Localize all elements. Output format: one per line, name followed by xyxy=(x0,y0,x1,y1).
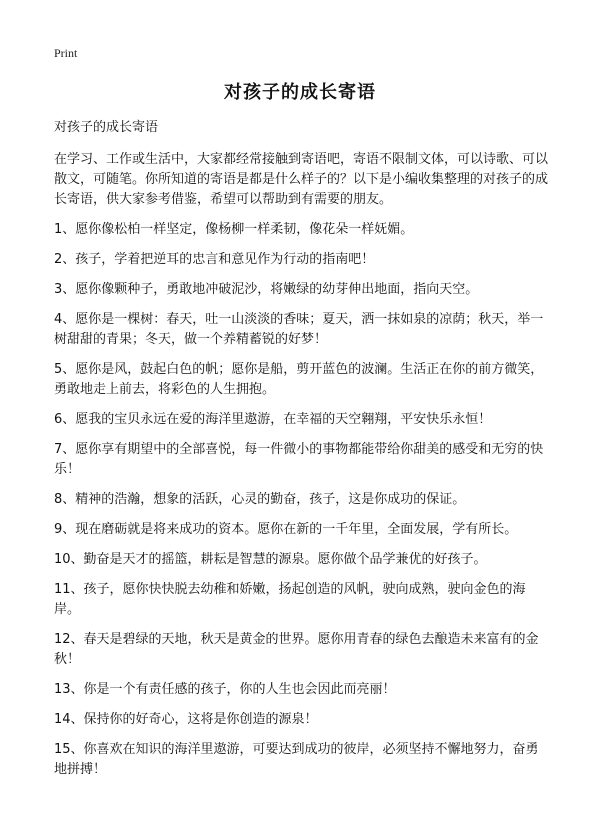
list-item: 11、孩子，愿你快快脱去幼稚和娇嫩，扬起创造的风帆，驶向成熟，驶向金色的海岸。 xyxy=(54,582,526,617)
list-item: 6、愿我的宝贝永远在爱的海洋里遨游，在幸福的天空翱翔，平安快乐永恒！ xyxy=(54,412,492,427)
list-item: 15、你喜欢在知识的海洋里遨游，可要达到成功的彼岸，必须坚持不懈地努力，奋勇地拼搏！ xyxy=(54,742,539,777)
list-item: 1、愿你像松柏一样坚定，像杨柳一样柔韧，像花朵一样妩媚。 xyxy=(54,222,414,237)
list-item: 3、愿你像颗种子，勇敢地冲破泥沙，将嫩绿的幼芽伸出地面，指向天空。 xyxy=(54,282,479,297)
list-item: 4、愿你是一棵树：春天，吐一山淡淡的香味；夏天，洒一抹如泉的凉荫；秋天，举一树甜甜的青果；冬天，做一个养精蓄锐的好梦！ xyxy=(54,312,544,347)
list-item: 2、孩子，学着把逆耳的忠言和意见作为行动的指南吧！ xyxy=(54,252,375,267)
article-body xyxy=(54,118,550,790)
page-title: 对孩子的成长寄语 xyxy=(224,82,376,103)
intro-paragraph: 在学习、工作或生活中，大家都经常接触到寄语吧，寄语不限制文体，可以诗歌、可以散文，可随笔。你所知道的寄语是都是什么样子的？以下是小编收集整理的对孩子的成长寄语，供大家参考借鉴，希望可以帮助到有需要的朋友。 xyxy=(54,152,549,207)
article-subtitle: 对孩子的成长寄语 xyxy=(54,120,159,135)
list-item: 5、愿你是风，鼓起白色的帆；愿你是船，剪开蓝色的波澜。生活正在你的前方微笑，勇敢地走上前去，将彩色的人生拥抱。 xyxy=(54,362,544,397)
list-item: 10、勤奋是天才的摇篮，耕耘是智慧的源泉。愿你做个品学兼优的好孩子。 xyxy=(54,552,487,567)
list-item: 8、精神的浩瀚，想象的活跃，心灵的勤奋，孩子，这是你成功的保证。 xyxy=(54,492,466,507)
list-item: 13、你是一个有责任感的孩子，你的人生也会因此而亮丽！ xyxy=(54,682,396,697)
print-link[interactable]: Print xyxy=(54,46,78,60)
list-item: 14、保持你的好奇心，这将是你创造的源泉！ xyxy=(54,712,318,727)
list-item: 12、春天是碧绿的天地，秋天是黄金的世界。愿你用青春的绿色去酿造未来富有的金秋！ xyxy=(54,632,539,667)
list-item: 9、现在磨砺就是将来成功的资本。愿你在新的一千年里，全面发展，学有所长。 xyxy=(54,522,518,537)
list-item: 7、愿你享有期望中的全部喜悦，每一件微小的事物都能带给你甜美的感受和无穷的快乐！ xyxy=(54,442,544,477)
